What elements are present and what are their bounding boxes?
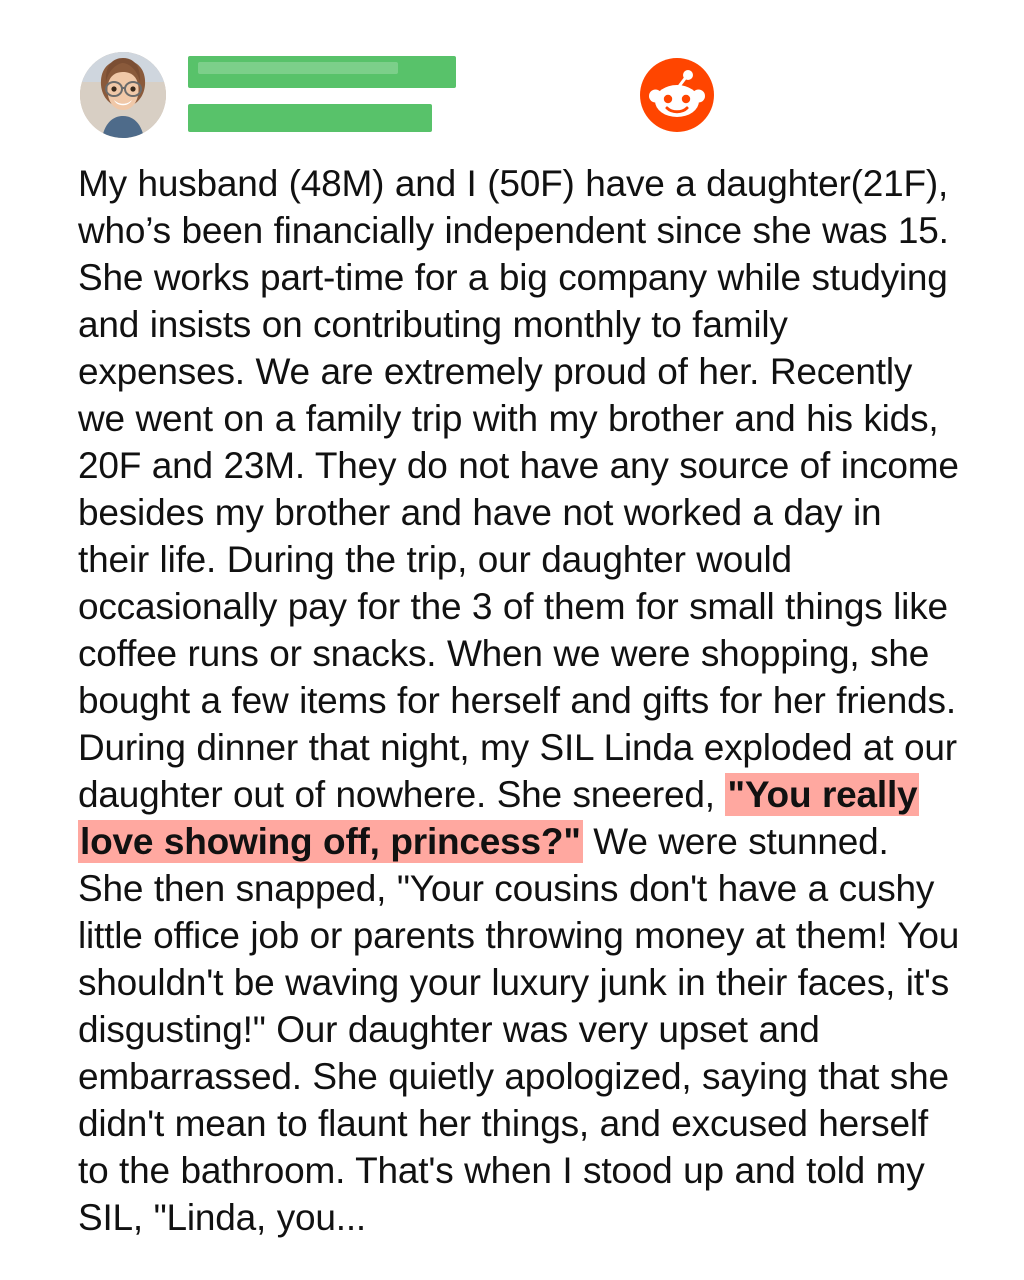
redaction-bar-bottom: [188, 104, 432, 132]
post-highlighted-quote: "You really love showing off, princess?": [80, 774, 918, 862]
post-text-after-highlight: We were stunned. She then snapped, "Your cousins don't have a cushy little office job or parents throwing money at them! You shouldn't be waving your luxury junk in their faces, it's disgusting!" Our daughter was very upset and embarrassed. She quietly apologized, saying that she didn't mean to flaunt her things, and excused herself to the bathroom. That's when I stood up and told my SIL, "Linda, you...: [78, 821, 960, 1238]
redaction-bar-top: [188, 56, 456, 88]
post-header: [80, 52, 964, 138]
post-text-before-highlight: My husband (48M) and I (50F) have a daughter(21F), who’s been financially independent since she was 15. She works part-time for a big company while studying and insists on contributing monthly to family expenses. We are extremely proud of her. Recently we went on a family trip with my brother and his kids, 20F and 23M. They do not have any source of income besides my brother and have not worked a day in their life. During the trip, our daughter would occasionally pay for the 3 of them for small things like coffee runs or snacks. When we were shopping, she bought a few items for herself and gifts for her friends. During dinner that night, my SIL Linda exploded at our daughter out of nowhere. She sneered,: [78, 163, 959, 815]
reddit-logo-icon[interactable]: [640, 58, 714, 132]
redaction-ghost-text: [198, 62, 398, 74]
redacted-username: [188, 56, 456, 134]
avatar[interactable]: [80, 52, 166, 138]
post-body-text: [78, 160, 962, 1241]
